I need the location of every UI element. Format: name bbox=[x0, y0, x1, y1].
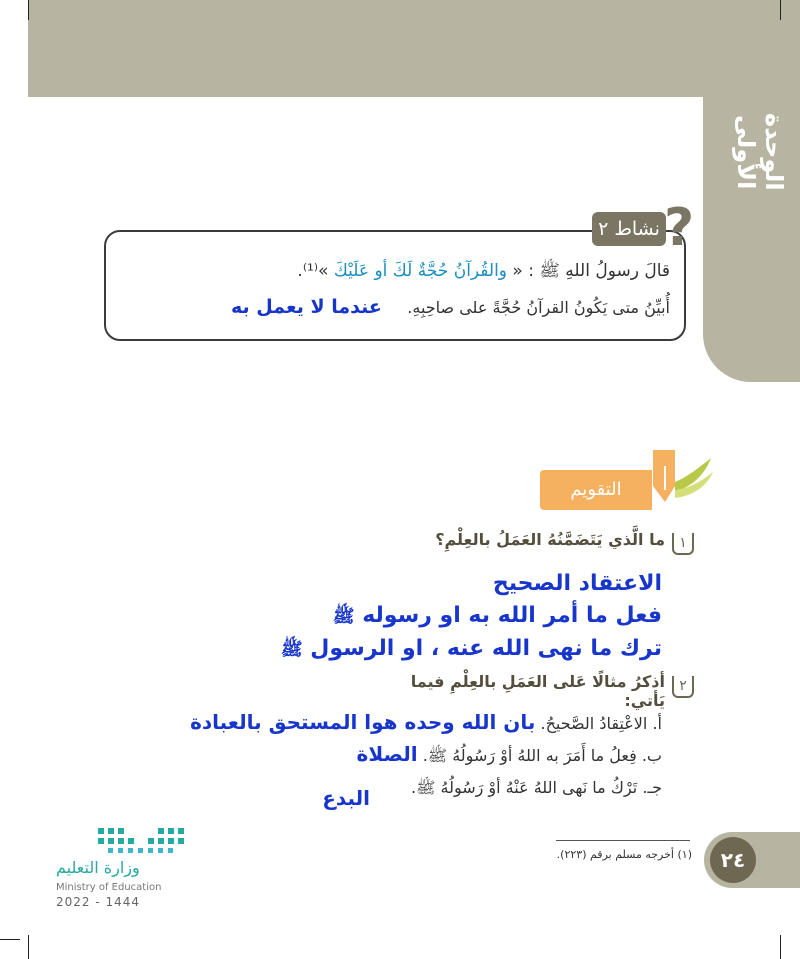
edition-year: 2022 - 1444 bbox=[56, 895, 141, 909]
hadith-suffix: »⁽¹⁾. bbox=[297, 261, 329, 281]
hadith-line bbox=[150, 260, 670, 285]
ministry-name-en: Ministry of Education bbox=[56, 882, 162, 893]
pen-feather-icon bbox=[645, 446, 715, 512]
handwritten-answer: الصلاة bbox=[356, 742, 418, 766]
handwritten-answer bbox=[280, 636, 662, 664]
question-number: ١ bbox=[672, 533, 694, 555]
question-2-item bbox=[300, 742, 662, 769]
footnote: (١) أخرجه مسلم برقم (٢٢٣). bbox=[556, 848, 692, 861]
question-number: ٢ bbox=[672, 676, 694, 698]
crop-mark bbox=[28, 935, 29, 959]
handwritten-answer: بان الله وحده هوا المستحق بالعبادة bbox=[190, 710, 536, 734]
item-printed: أ. الاعْتِقادُ الصَّحيحُ. bbox=[540, 714, 662, 733]
salutation-glyph: ﷺ bbox=[280, 639, 303, 660]
hadith-prefix: قالَ رسولُ اللهِ ﷺ : « bbox=[512, 261, 670, 281]
crop-mark bbox=[28, 0, 29, 20]
crop-mark bbox=[780, 935, 781, 959]
unit-title: الوحدة الأولى bbox=[732, 113, 788, 191]
question-2-text: أذكرُ مثالًا عَلى العَمَلِ بالعِلْمِ فيما يَأتي: bbox=[410, 672, 665, 710]
ministry-logo-icon bbox=[96, 826, 188, 860]
crop-mark bbox=[0, 939, 20, 940]
activity-box bbox=[104, 230, 686, 341]
handwritten-answer bbox=[332, 603, 662, 631]
page-number: ٢٤ bbox=[710, 837, 756, 883]
header-band bbox=[28, 0, 800, 97]
answer-text: فعل ما أمر الله به او رسوله bbox=[362, 603, 662, 628]
evaluation-badge: التقويم bbox=[540, 470, 652, 510]
item-printed: ب. فِعلُ ما أَمَرَ به اللهُ أوْ رَسُولُهُ ﷺ. bbox=[422, 746, 662, 765]
question-2-item bbox=[150, 710, 662, 734]
ministry-name-ar: وزارة التعليم bbox=[56, 858, 140, 877]
handwritten-answer: البدع bbox=[322, 786, 370, 810]
crop-mark bbox=[780, 0, 781, 20]
footnote-divider bbox=[556, 840, 690, 841]
salutation-glyph: ﷺ bbox=[332, 606, 355, 627]
handwritten-answer: الاعتقاد الصحيح bbox=[492, 571, 662, 596]
activity-badge: نشاط ٢ bbox=[592, 212, 666, 246]
activity-question-line bbox=[150, 296, 670, 318]
hadith-quote: والقُرآنُ حُجَّةٌ لَكَ أو عَلَيْكَ bbox=[333, 261, 508, 281]
question-mark-icon: ? bbox=[664, 198, 695, 258]
question-1-text: ما الَّذي يَتَضَمَّنُهُ العَمَلُ بالعِلْمِ؟ bbox=[435, 530, 665, 549]
activity-question: أُبيِّنُ متى يَكُونُ القرآنُ حُجَّةً على صاحِبِهِ. bbox=[407, 298, 670, 317]
answer-text: ترك ما نهى الله عنه ، او الرسول bbox=[310, 636, 662, 661]
item-printed: جـ. تَرْكُ ما نَهى اللهُ عَنْهُ أوْ رَسُولُهُ ﷺ. bbox=[410, 778, 662, 797]
activity-answer: عندما لا يعمل به bbox=[231, 296, 382, 318]
